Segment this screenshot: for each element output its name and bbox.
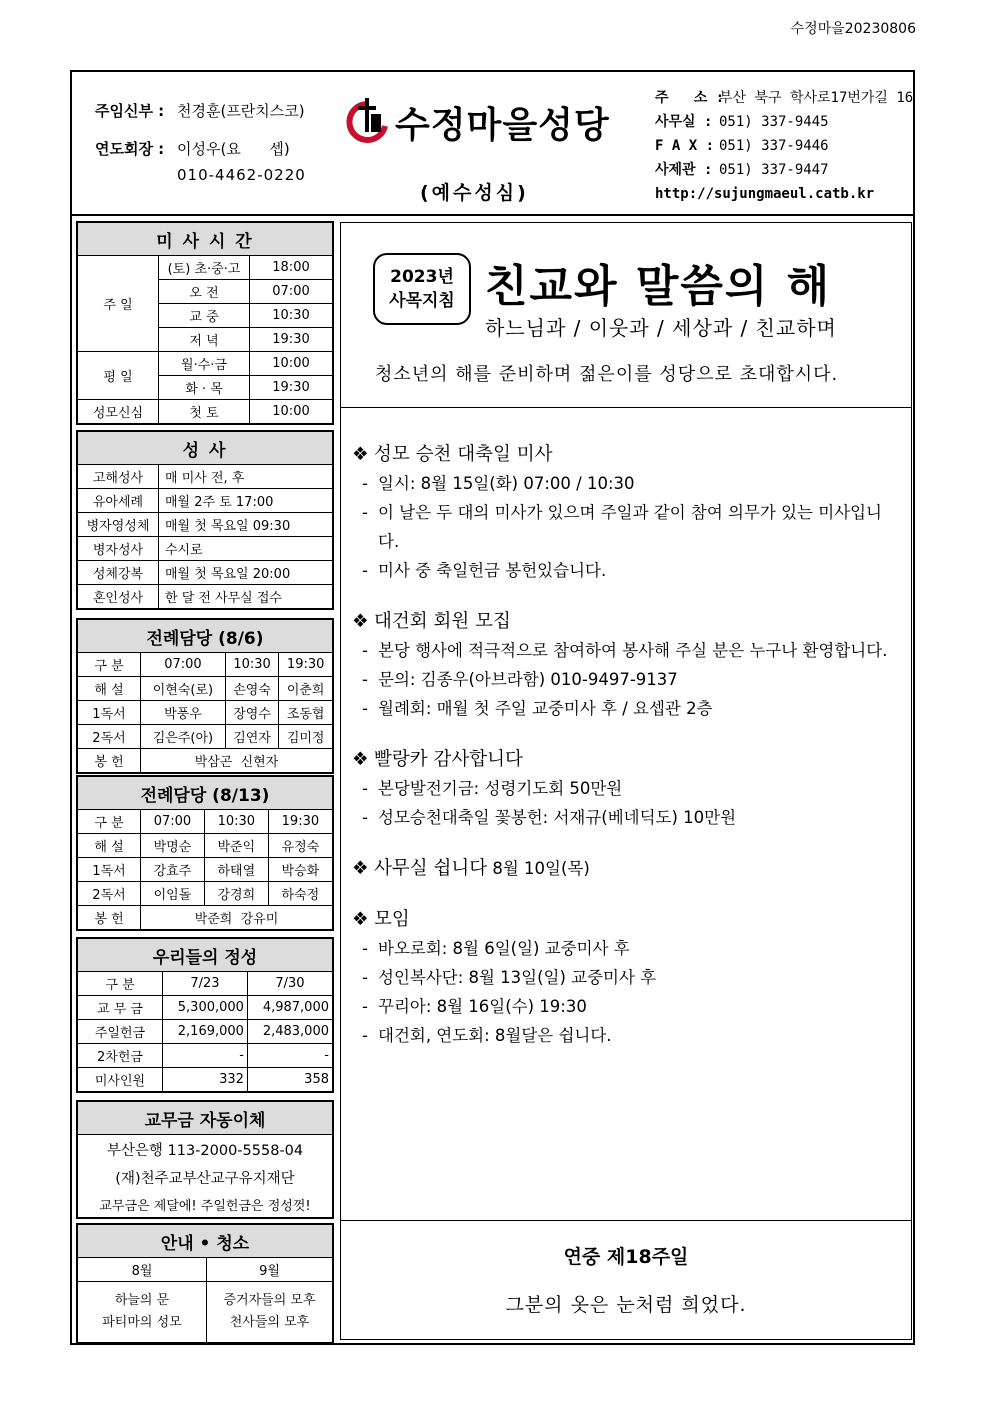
minister-name: 강효주 <box>141 858 205 882</box>
pastor-label: 주임신부 : <box>95 102 165 120</box>
footer-divider <box>340 1220 912 1221</box>
role-label: 1독서 <box>77 858 141 882</box>
theme-title: 친교와 말씀의 해 <box>485 261 832 312</box>
col-header: 구 분 <box>77 653 141 677</box>
cleaning-aug <box>77 1282 207 1344</box>
minister-name: 강경희 <box>204 882 268 906</box>
notice-title-text: 대건회 회원 모집 <box>374 611 511 632</box>
notice-item: - 문의: 김종우(아브라함) 010-9497-9137 <box>352 665 902 694</box>
col-header: 19:30 <box>279 653 333 677</box>
month-header: 9월 <box>207 1258 334 1282</box>
notice-item: - 꾸리아: 8월 16일(수) 19:30 <box>352 992 902 1021</box>
sacrament-name: 성체강복 <box>77 561 159 585</box>
theme-subtitle: 하느님과 / 이웃과 / 세상과 / 친교하며 <box>485 316 837 340</box>
col-header: 10:30 <box>225 653 278 677</box>
minister-name: 장영수 <box>225 701 278 725</box>
minister-name: 박준익 <box>204 834 268 858</box>
council-phone: 010-4462-0220 <box>177 166 306 184</box>
offering-amount: 332 <box>163 1068 248 1093</box>
mass-name: 저 녁 <box>159 328 250 352</box>
col-header: 07:00 <box>141 810 205 834</box>
liturgy-title: 전례담당 (8/13) <box>77 776 333 810</box>
account-holder: (재)천주교부산교구유지재단 <box>115 1170 295 1187</box>
weekday-label: 평 일 <box>77 352 159 400</box>
notice-item-text: 미사 중 축일헌금 봉헌있습니다. <box>378 561 607 580</box>
offering-names: 박준희 강유미 <box>141 906 334 931</box>
offering-amount: - <box>163 1044 248 1068</box>
header-staff <box>95 98 306 188</box>
autopay-title: 교무금 자동이체 <box>77 1101 333 1135</box>
role-label: 2독서 <box>77 725 141 749</box>
council-label: 연도회장 : <box>95 140 165 158</box>
church-logo <box>345 92 645 152</box>
col-header: 구 분 <box>77 810 141 834</box>
header-contact <box>655 86 913 206</box>
diamond-bullet-icon: ❖ <box>352 858 369 879</box>
mass-name: 월·수·금 <box>159 352 250 376</box>
diamond-bullet-icon: ❖ <box>352 749 369 770</box>
sacraments-table <box>76 430 334 610</box>
sacrament-info: 매 미사 전, 후 <box>159 465 334 489</box>
notice-item-text: 본당 행사에 적극적으로 참여하여 봉사해 주실 분은 누구나 환영합니다. <box>378 641 888 660</box>
cleaning-group: 천사들의 모후 <box>229 1315 310 1330</box>
sacrament-info: 매월 2주 토 17:00 <box>159 489 334 513</box>
minister-name: 이현숙(로) <box>141 677 226 701</box>
sacrament-name: 고해성사 <box>77 465 159 489</box>
mass-name: 화 · 목 <box>159 376 250 400</box>
notice-title-text: 모임 <box>374 909 410 930</box>
notice-item-text: 본당발전기금: 성령기도회 50만원 <box>378 779 623 798</box>
role-label: 봉 헌 <box>77 749 141 774</box>
cleaning-group: 증거자들의 모후 <box>223 1293 316 1308</box>
diamond-bullet-icon: ❖ <box>352 611 369 632</box>
notice-item: - 본당발전기금: 성령기도회 50만원 <box>352 774 902 803</box>
sacraments-title: 성 사 <box>77 431 333 465</box>
rectory-label: 사제관 : <box>655 162 713 178</box>
diamond-bullet-icon: ❖ <box>352 909 369 930</box>
role-label: 1독서 <box>77 701 141 725</box>
minister-name: 박명순 <box>141 834 205 858</box>
notice-item-text: 문의: 김종우(아브라함) 010-9497-9137 <box>378 670 678 689</box>
liturgy-table-0813 <box>76 775 334 931</box>
sacrament-info: 수시로 <box>159 537 334 561</box>
offerings-title: 우리들의 정성 <box>77 938 333 972</box>
document-id: 수정마을20230806 <box>790 21 916 37</box>
offering-type: 미사인원 <box>77 1068 163 1093</box>
office-phone: 051) 337-9445 <box>719 114 829 130</box>
minister-name: 김연자 <box>225 725 278 749</box>
theme-slogan: 청소년의 해를 준비하며 젊은이를 성당으로 초대합시다. <box>375 364 839 385</box>
notice-item: - 성인복사단: 8월 13일(일) 교중미사 후 <box>352 963 902 992</box>
address: 부산 북구 학사로17번가길 16 <box>719 90 914 106</box>
notice-title-text: 성모 승천 대축일 미사 <box>374 444 553 465</box>
pastoral-badge <box>373 253 471 325</box>
mass-time: 07:00 <box>250 280 334 304</box>
offering-amount: 5,300,000 <box>163 996 248 1020</box>
offering-amount: 4,987,000 <box>247 996 333 1020</box>
col-header: 구 분 <box>77 972 163 996</box>
notice-office-closed <box>352 854 902 883</box>
notice-item: - 월례회: 매월 첫 주일 교중미사 후 / 요셉관 2층 <box>352 694 902 723</box>
offering-type: 교 무 금 <box>77 996 163 1020</box>
col-header: 7/30 <box>247 972 333 996</box>
pastor-name: 천경훈(프란치스코) <box>177 102 305 120</box>
notice-item: - 일시: 8월 15일(화) 07:00 / 10:30 <box>352 469 902 498</box>
church-emblem-icon <box>345 96 389 148</box>
church-subtitle: (예수성심) <box>420 182 529 204</box>
cleaning-group: 파티마의 성모 <box>102 1315 182 1330</box>
council-name: 이성우(요 셉) <box>177 140 290 158</box>
offering-type: 주일헌금 <box>77 1020 163 1044</box>
minister-name: 유정숙 <box>268 834 333 858</box>
cleaning-group: 하늘의 문 <box>114 1293 170 1308</box>
notice-title <box>352 905 902 934</box>
notice-item-text: 꾸리아: 8월 16일(수) 19:30 <box>378 997 587 1016</box>
theme-divider <box>340 407 912 408</box>
mass-time: 10:30 <box>250 304 334 328</box>
notice-title-sub: 8월 10일(목) <box>487 859 590 878</box>
sunday-label: 주 일 <box>77 256 159 352</box>
minister-name: 박승화 <box>268 858 333 882</box>
notice-recruit <box>352 607 902 723</box>
sacrament-name: 병자성사 <box>77 537 159 561</box>
office-label: 사무실 : <box>655 114 713 130</box>
notice-item: - 대건회, 연도회: 8월달은 쉽니다. <box>352 1021 902 1050</box>
mass-name: 교 중 <box>159 304 250 328</box>
notice-item-text: 월례회: 매월 첫 주일 교중미사 후 / 요셉관 2층 <box>378 699 713 718</box>
notice-item-text: 성모승천대축일 꽃봉헌: 서재규(베네딕도) 10만원 <box>378 808 737 827</box>
sacrament-info: 매월 첫 목요일 20:00 <box>159 561 334 585</box>
website-link[interactable]: http://sujungmaeul.catb.kr <box>655 186 875 202</box>
notice-title <box>352 607 902 636</box>
offering-amount: - <box>247 1044 333 1068</box>
role-label: 해 설 <box>77 834 141 858</box>
col-header: 7/23 <box>163 972 248 996</box>
notice-title-text: 빨랑카 감사합니다 <box>374 749 523 770</box>
month-header: 8월 <box>77 1258 207 1282</box>
notice-item-text: 이 날은 두 대의 미사가 있으며 주일과 같이 참여 의무가 있는 미사입니다. <box>378 503 882 551</box>
offering-amount: 2,169,000 <box>163 1020 248 1044</box>
offering-type: 2차헌금 <box>77 1044 163 1068</box>
gospel-phrase: 그분의 옷은 눈처럼 희었다. <box>505 1294 747 1316</box>
notice-title <box>352 440 902 469</box>
mass-times-title: 미 사 시 간 <box>77 222 333 256</box>
offering-amount: 358 <box>247 1068 333 1093</box>
offering-amount: 2,483,000 <box>247 1020 333 1044</box>
minister-name: 박풍우 <box>141 701 226 725</box>
cleaning-title: 안내 • 청소 <box>77 1224 333 1258</box>
notices <box>352 440 902 1072</box>
sacrament-name: 유아세례 <box>77 489 159 513</box>
bank-account: 부산은행 113-2000-5558-04 <box>106 1142 304 1159</box>
sacrament-name: 혼인성사 <box>77 585 159 610</box>
mass-name: 첫 토 <box>159 400 250 425</box>
minister-name: 김은주(아) <box>141 725 226 749</box>
cleaning-table <box>76 1223 334 1344</box>
col-header: 07:00 <box>141 653 226 677</box>
rectory-phone: 051) 337-9447 <box>719 162 829 178</box>
diamond-bullet-icon: ❖ <box>352 444 369 465</box>
offering-names: 박삼곤 신현자 <box>141 749 334 774</box>
liturgical-week: 연중 제18주일 <box>563 1246 689 1268</box>
notice-item: - 바오로회: 8월 6일(일) 교중미사 후 <box>352 934 902 963</box>
minister-name: 하태열 <box>204 858 268 882</box>
marian-label: 성모신심 <box>77 400 159 425</box>
badge-year: 2023년 <box>390 267 454 287</box>
mass-time: 10:00 <box>250 352 334 376</box>
liturgy-table-0806 <box>76 618 334 774</box>
col-header: 19:30 <box>268 810 333 834</box>
notice-item: - 이 날은 두 대의 미사가 있으며 주일과 같이 참여 의무가 있는 미사입니다. <box>352 498 902 556</box>
minister-name: 하숙정 <box>268 882 333 906</box>
autopay-box <box>76 1100 334 1219</box>
notice-title-text: 사무실 쉽니다 <box>374 858 488 879</box>
cleaning-sep <box>207 1282 334 1344</box>
mass-time: 18:00 <box>250 256 334 280</box>
notice-title <box>352 745 902 774</box>
fax-label: F A X : <box>655 138 715 154</box>
notice-assumption <box>352 440 902 585</box>
mass-time: 19:30 <box>250 328 334 352</box>
notice-item-text: 성인복사단: 8월 13일(일) 교중미사 후 <box>378 968 657 987</box>
col-header: 10:30 <box>204 810 268 834</box>
notice-item: - 미사 중 축일헌금 봉헌있습니다. <box>352 556 902 585</box>
sacrament-info: 매월 첫 목요일 09:30 <box>159 513 334 537</box>
minister-name: 이임돌 <box>141 882 205 906</box>
notice-item-text: 일시: 8월 15일(화) 07:00 / 10:30 <box>378 474 635 493</box>
header-divider <box>70 214 915 216</box>
mass-times-table <box>76 221 334 425</box>
minister-name: 조동협 <box>279 701 333 725</box>
sacrament-info: 한 달 전 사무실 접수 <box>159 585 334 610</box>
minister-name: 김미정 <box>279 725 333 749</box>
sacrament-name: 병자영성체 <box>77 513 159 537</box>
minister-name: 손영숙 <box>225 677 278 701</box>
notice-meetings <box>352 905 902 1050</box>
minister-name: 이춘희 <box>279 677 333 701</box>
role-label: 해 설 <box>77 677 141 701</box>
role-label: 봉 헌 <box>77 906 141 931</box>
notice-item-text: 대건회, 연도회: 8월달은 쉽니다. <box>378 1026 612 1045</box>
autopay-note: 교무금은 제달에! 주일헌금은 정성껏! <box>99 1198 311 1214</box>
notice-item: - 본당 행사에 적극적으로 참여하여 봉사해 주실 분은 누구나 환영합니다. <box>352 636 902 665</box>
fax-number: 051) 337-9446 <box>719 138 829 154</box>
badge-label: 사목지침 <box>389 291 455 311</box>
mass-name: 오 전 <box>159 280 250 304</box>
notice-item-text: 바오로회: 8월 6일(일) 교중미사 후 <box>378 939 630 958</box>
mass-time: 10:00 <box>250 400 334 425</box>
notice-thanks <box>352 745 902 832</box>
role-label: 2독서 <box>77 882 141 906</box>
notice-item: - 성모승천대축일 꽃봉헌: 서재규(베네딕도) 10만원 <box>352 803 902 832</box>
mass-name: (토) 초·중·고 <box>159 256 250 280</box>
offerings-table <box>76 937 334 1093</box>
notice-title <box>352 854 902 883</box>
address-label: 주 소 : <box>655 90 725 106</box>
mass-time: 19:30 <box>250 376 334 400</box>
liturgy-title: 전례담당 (8/6) <box>77 619 333 653</box>
church-name: 수정마을성당 <box>395 104 610 146</box>
